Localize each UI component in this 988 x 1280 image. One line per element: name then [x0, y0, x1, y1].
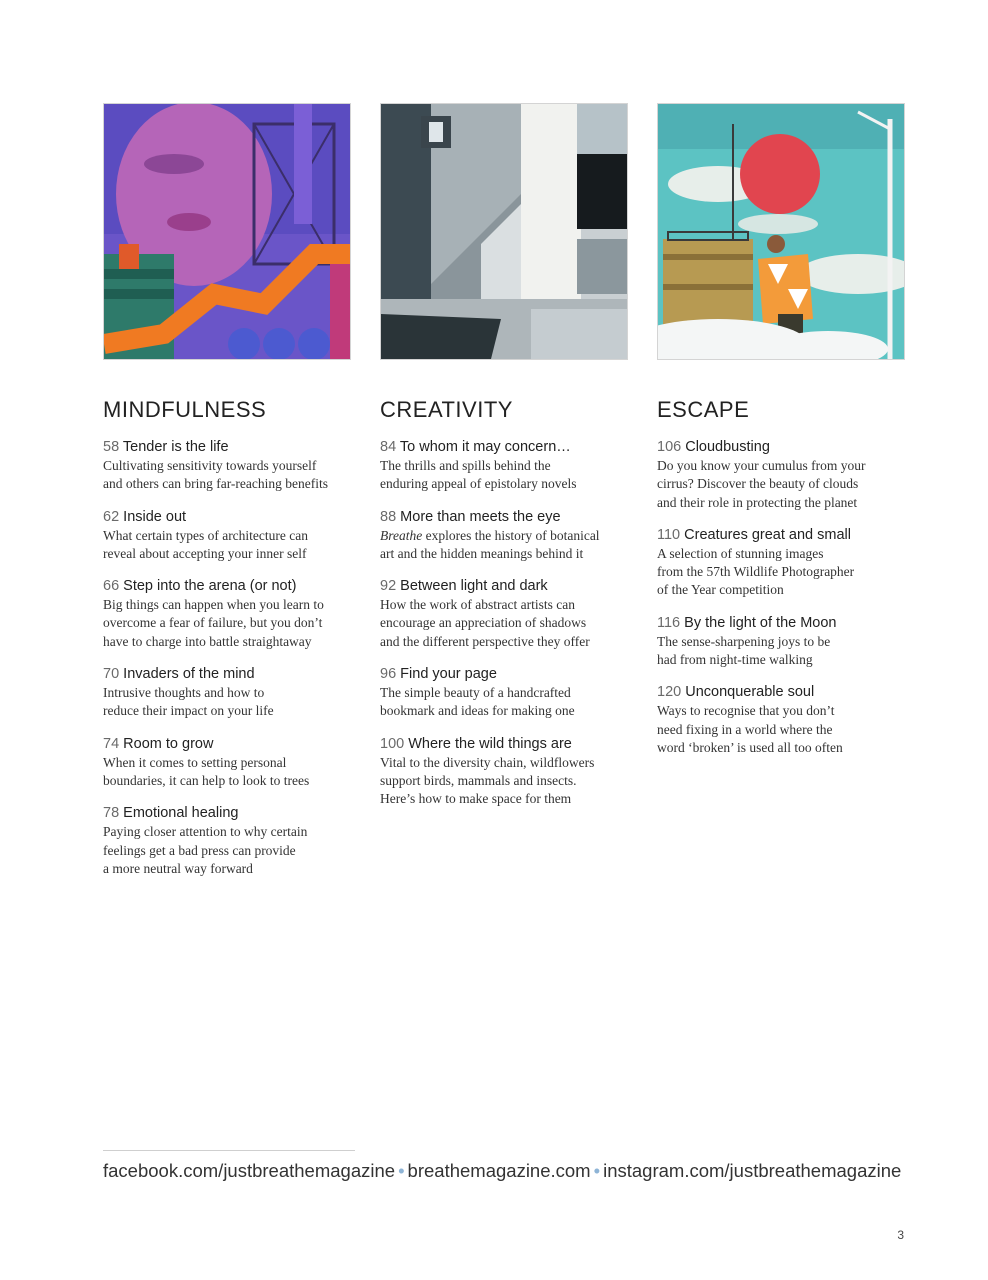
- page-number: 120: [657, 684, 682, 701]
- section-title-escape: ESCAPE: [657, 397, 750, 422]
- entry-title: Cloudbusting: [685, 439, 770, 455]
- list-item[interactable]: [103, 804, 351, 878]
- creativity-illustration: [380, 103, 628, 360]
- facebook-link[interactable]: facebook.com/justbreathemagazine: [103, 1160, 396, 1181]
- entry-heading: [380, 735, 628, 753]
- entry-title: Step into the arena (or not): [123, 578, 297, 595]
- list-item[interactable]: [103, 438, 351, 494]
- list-item[interactable]: [657, 614, 905, 670]
- entry-description: Do you know your cumulus from your cirrus? Discover the beauty of clouds and their role in protecting the planet: [657, 458, 866, 510]
- page-number: 62: [103, 508, 120, 525]
- entry-heading: [103, 577, 351, 595]
- entry-title: Between light and dark: [400, 578, 548, 595]
- website-link[interactable]: breathemagazine.com: [407, 1160, 591, 1181]
- entry-heading: [380, 577, 628, 595]
- page-number: 96: [380, 666, 397, 683]
- entry-title: Tender is the life: [122, 439, 229, 455]
- entry-heading: [380, 438, 628, 456]
- entry-heading: [380, 508, 628, 526]
- entry-description: Vital to the diversity chain, wildflowers support birds, mammals and insects. Here’s how to make space for them: [380, 754, 595, 807]
- entry-title: More than meets the eye: [400, 508, 561, 525]
- entry-title: Invaders of the mind: [123, 666, 255, 683]
- page-number: 88: [380, 508, 397, 525]
- section-title-creativity: CREATIVITY: [380, 397, 513, 422]
- entry-description: Paying closer attention to why certain feelings get a bad press can provide a more neutral way forward: [103, 824, 308, 876]
- list-item[interactable]: [103, 665, 351, 721]
- list-item[interactable]: [103, 508, 351, 564]
- entry-description: Breathe explores the history of botanical art and the hidden meanings behind it: [380, 527, 600, 561]
- list-item[interactable]: [103, 577, 351, 651]
- mindfulness-illustration: [103, 103, 351, 360]
- list-item[interactable]: [380, 735, 628, 809]
- creativity-entries: [380, 438, 628, 809]
- page-number: 100: [380, 735, 405, 752]
- entry-description: When it comes to setting personal boundaries, it can help to look to trees: [103, 754, 310, 788]
- page-number-footer: 3: [897, 1228, 904, 1242]
- page-number: 74: [103, 735, 120, 752]
- entry-heading: [657, 683, 905, 701]
- entry-description: The simple beauty of a handcrafted bookmark and ideas for making one: [380, 685, 575, 719]
- list-item[interactable]: [657, 438, 905, 512]
- entry-title: To whom it may concern…: [399, 439, 571, 455]
- list-item[interactable]: [380, 577, 628, 651]
- entry-description: What certain types of architecture can reveal about accepting your inner self: [103, 527, 309, 561]
- entry-description: A selection of stunning images from the 57th Wildlife Photographer of the Year competition: [657, 545, 855, 598]
- entry-description: How the work of abstract artists can encourage an appreciation of shadows and the different perspective they offer: [380, 597, 590, 649]
- section-escape: [657, 103, 905, 757]
- entry-title: Room to grow: [123, 735, 214, 752]
- page-number: 66: [103, 578, 120, 595]
- entry-title: Unconquerable soul: [685, 684, 815, 701]
- entry-heading: [103, 665, 351, 683]
- list-item[interactable]: [380, 438, 628, 494]
- page-number: 92: [380, 578, 397, 595]
- entry-description: Ways to recognise that you don’t need fixing in a world where the word ‘broken’ is used all too often: [657, 703, 843, 755]
- abstract-architecture-image: [381, 104, 627, 359]
- list-item[interactable]: [657, 526, 905, 600]
- entry-description: Cultivating sensitivity towards yourself and others can bring far-reaching benefits: [103, 458, 329, 492]
- list-item[interactable]: [380, 508, 628, 564]
- man-red-balloon-image: [658, 104, 904, 359]
- entry-heading: [657, 526, 905, 544]
- page-number: 116: [657, 614, 681, 631]
- page-number: 78: [103, 805, 120, 822]
- section-mindfulness: [103, 103, 351, 878]
- footer-divider: [103, 1150, 355, 1151]
- entry-heading: [103, 508, 351, 526]
- separator-dot: •: [398, 1160, 405, 1181]
- entry-title: Inside out: [123, 508, 187, 525]
- page-number: 106: [657, 439, 682, 455]
- page-number: 70: [103, 666, 120, 683]
- entry-heading: [103, 438, 351, 456]
- list-item[interactable]: [380, 665, 628, 721]
- entry-title: Emotional healing: [123, 805, 239, 822]
- entry-description: The sense-sharpening joys to be had from night-time walking: [657, 633, 831, 668]
- list-item[interactable]: [103, 735, 351, 791]
- entry-heading: [657, 614, 905, 632]
- entry-heading: [103, 735, 351, 753]
- entry-title: By the light of the Moon: [684, 614, 837, 631]
- escape-illustration: [657, 103, 905, 360]
- entry-description: The thrills and spills behind the enduring appeal of epistolary novels: [380, 458, 577, 492]
- separator-dot: •: [593, 1160, 601, 1181]
- page-number: 84: [380, 439, 397, 455]
- page-number: 58: [103, 439, 120, 455]
- entry-heading: [380, 665, 628, 683]
- magazine-name: Breathe: [380, 527, 423, 543]
- page-number: 110: [657, 526, 681, 543]
- section-creativity: [380, 103, 628, 809]
- entry-heading: [103, 804, 351, 822]
- entry-title: Where the wild things are: [408, 735, 572, 752]
- section-title-mindfulness: MINDFULNESS: [103, 397, 267, 422]
- list-item[interactable]: [657, 683, 905, 757]
- mindfulness-entries: [103, 438, 351, 878]
- escape-entries: [657, 438, 905, 757]
- entry-title: Creatures great and small: [684, 526, 851, 543]
- woman-face-pipes-image: [104, 104, 350, 359]
- footer-links: [103, 1160, 901, 1182]
- entry-heading: [657, 438, 905, 456]
- entry-title: Find your page: [400, 666, 497, 683]
- entry-description: Big things can happen when you learn to overcome a fear of failure, but you don’t have to charge into battle straightaway: [103, 597, 324, 649]
- instagram-link[interactable]: instagram.com/justbreathemagazine: [603, 1160, 902, 1181]
- entry-description: Intrusive thoughts and how to reduce their impact on your life: [103, 685, 274, 719]
